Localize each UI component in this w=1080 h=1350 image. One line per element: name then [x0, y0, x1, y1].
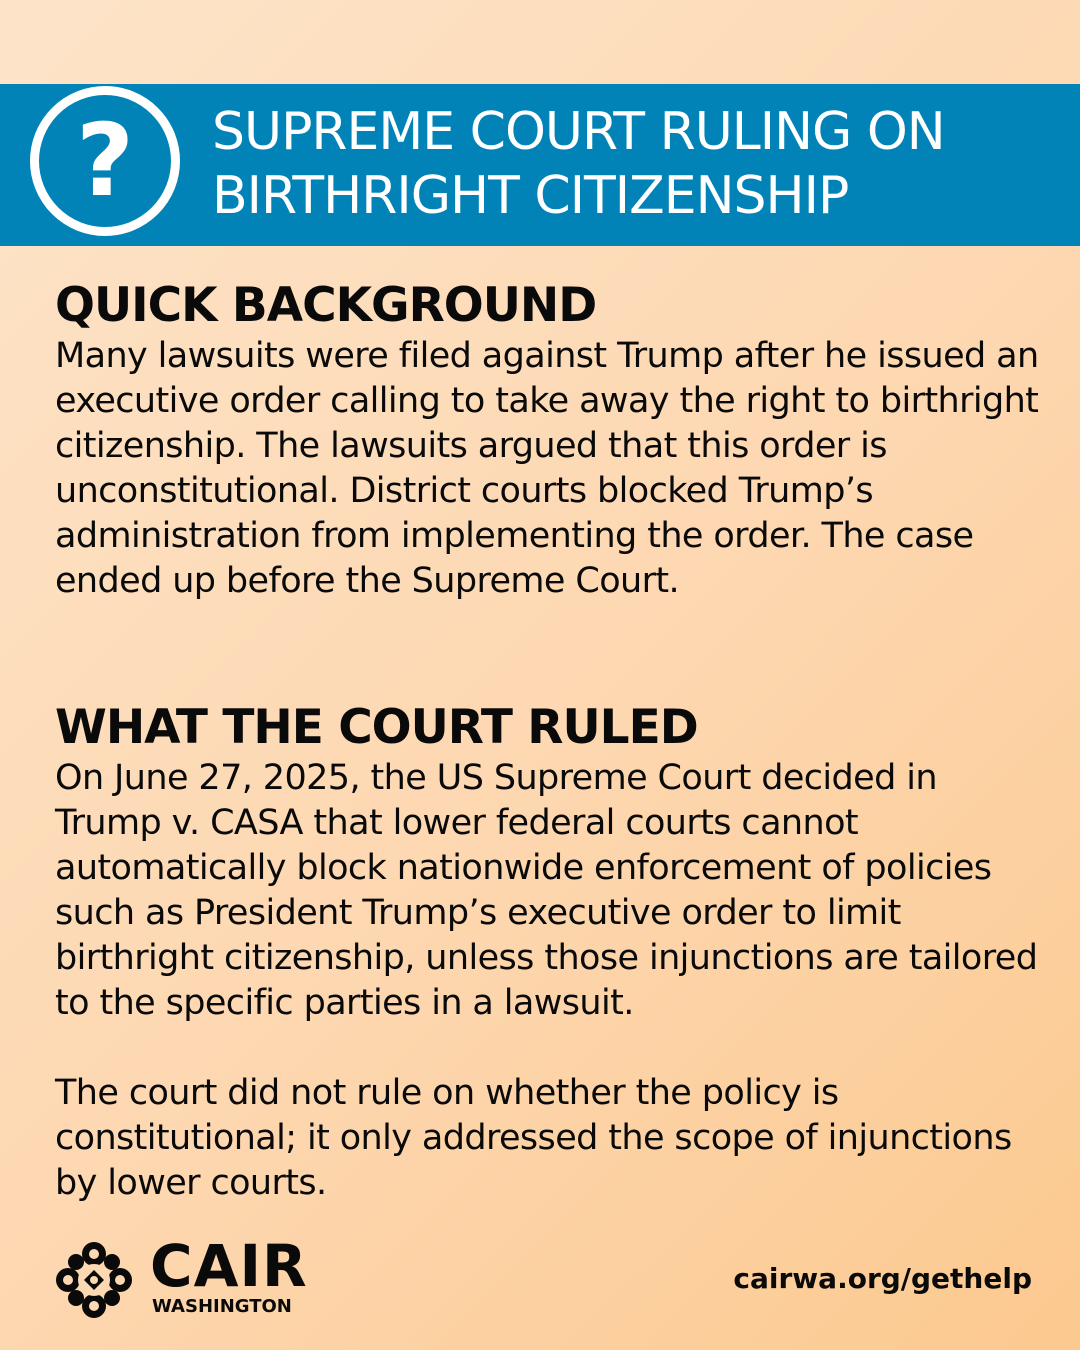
page-title-line-2: BIRTHRIGHT CITIZENSHIP: [212, 166, 849, 226]
background-section: [55, 278, 1045, 604]
ruling-section: [55, 700, 1045, 1206]
ruling-heading: WHAT THE COURT RULED: [55, 700, 698, 755]
question-circle-icon: [30, 86, 180, 236]
background-heading: QUICK BACKGROUND: [55, 278, 597, 333]
logo-name: CAIR: [150, 1232, 308, 1300]
cair-logo: [54, 1232, 314, 1320]
page-title-line-1: SUPREME COURT RULING ON: [212, 102, 945, 162]
ruling-note: The court did not rule on whether the policy is constitutional; it only addressed the scope of injunctions by lower courts.: [55, 1073, 1012, 1203]
page-title: [212, 100, 1052, 228]
question-mark-glyph: ?: [75, 102, 134, 219]
cair-logo-mark-icon: [54, 1240, 134, 1320]
logo-subtitle: WASHINGTON: [152, 1296, 292, 1317]
background-body: Many lawsuits were filed against Trump after he issued an executive order calling to take away the right to birthright citizenship. The lawsuits argued that this order is unconstitutional. District courts blocked Trump’s administration from implementing the order. The case ended up before the Supreme Court.: [55, 336, 1039, 601]
ruling-body: On June 27, 2025, the US Supreme Court decided in Trump v. CASA that lower federal courts cannot automatically block nationwide enforcement of policies such as President Trump’s executive order to limit birthright citizenship, unless those injunctions are tailored to the specific parties in a lawsuit.: [55, 758, 1038, 1023]
help-url: cairwa.org/gethelp: [733, 1262, 1032, 1295]
